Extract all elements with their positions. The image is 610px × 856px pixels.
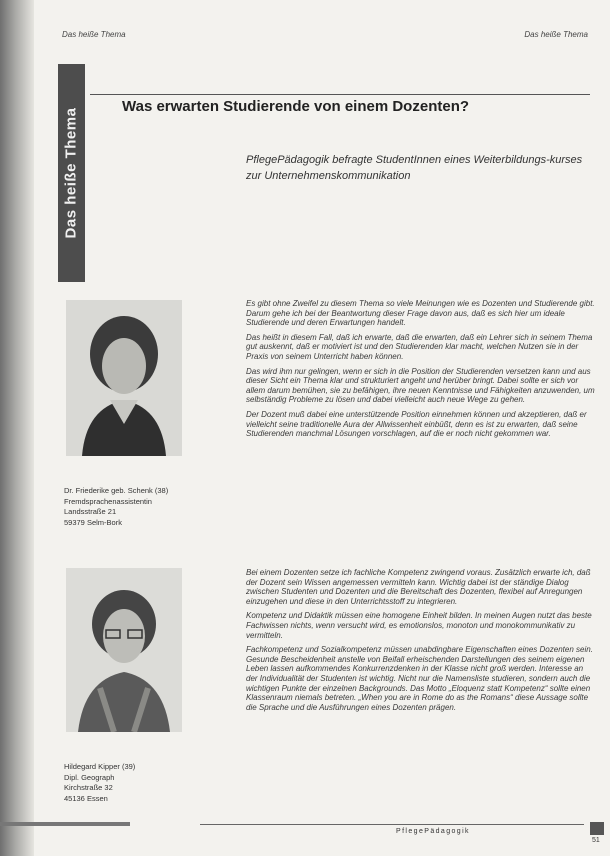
running-header-left: Das heiße Thema: [62, 30, 126, 39]
caption-2-line-name: Hildegard Kipper (39): [64, 762, 136, 771]
caption-1-line-street: Landsstraße 21: [64, 507, 117, 516]
portrait-photo-2: [66, 568, 182, 732]
portrait-2-illustration: [66, 568, 182, 732]
footer-marker: [590, 822, 604, 835]
statement-1-paragraph-3: Das wird ihm nur gelingen, wenn er sich in die Position der Studierenden versetzen kann und aus dieser Sicht ein Thema klar und strukturiert angeht und herüber bringt. Dabei sollte er sich vor allem darum bemühen, sie zu befähigen, ihre neuen Kenntnisse und Fähigkeiten anzuwenden, um selbständig Probleme zu lösen und dabei vielleicht auch neue Wege zu gehen.: [246, 366, 595, 405]
portrait-2-caption: [64, 762, 192, 804]
statement-2-paragraph-3: Fachkompetenz und Sozialkompetenz müssen unabdingbare Eigenschaften eines Dozenten sein. Gesunde Bescheidenheit anstelle von Beifall erheischenden Darstellungen des seinem eigenen Leben lassen aufkommendes Konkurrenzdenken in der Klasse nicht groß werden. Interesse an der Individualität der Studenten ist wichtig. Nicht nur die Namensliste studieren, sondern auch die wichtigen Punkte der einzelnen Backgrounds. Das Motto „Eloquenz statt Kompetenz“ sollte einen Klassenraum niemals betreten. „When you are in Rome do as the Romans“ diese Aussage sollte die Sprache und die Ausführungen eines Dozenten prägen.: [246, 645, 593, 712]
statement-2: [246, 568, 596, 717]
portrait-1-caption: [64, 486, 192, 528]
footer-brand: PflegePädagogik: [396, 828, 470, 835]
caption-1-line-role: Fremdsprachenassistentin: [64, 496, 152, 506]
statement-2-paragraph-2: Kompetenz und Didaktik müssen eine homogene Einheit bilden. In meinen Augen nutzt das beste Fachwissen nichts, wenn versucht wird, es emotionslos, monoton und monokommunikativ zu vermitteln.: [246, 611, 592, 640]
caption-1-line-name: Dr. Friederike geb. Schenk (38): [64, 486, 169, 495]
footer-left-bar: [0, 822, 130, 826]
headline-rule: [90, 94, 590, 95]
running-header-right: Das heiße Thema: [524, 30, 588, 39]
article-headline: Was erwarten Studierende von einem Dozenten?: [122, 98, 470, 115]
caption-2-line-role: Dipl. Geograph: [64, 772, 115, 782]
statement-1: [246, 299, 596, 444]
binding-shadow: [0, 0, 34, 856]
side-tab-label: Das heiße Thema: [62, 107, 80, 239]
section-side-tab: [58, 64, 85, 282]
caption-2-line-city: 45136 Essen: [64, 793, 108, 803]
statement-1-paragraph-2: Das heißt in diesem Fall, daß ich erwarte, daß die erwarten, daß ein Lehrer sich in seinem Thema gut auskennt, daß er motiviert ist und den Studierenden klar macht, welchen Nutzen sie in der Praxis von seinem Unterricht haben können.: [246, 332, 593, 361]
page-number: 51: [592, 837, 600, 844]
portrait-photo-1: [66, 300, 182, 456]
statement-2-paragraph-1: Bei einem Dozenten setze ich fachliche Kompetenz zwingend voraus. Zusätzlich erwarte ich, daß der Dozent sein Wissen angemessen vermitteln kann. Wichtig dabei ist der ständige Dialog zwischen Studenten und Dozenten und die Bereitschaft des Dozenten, flexibel auf Anregungen einzugehen und diese in den Unterrichtsstoff zu integrieren.: [246, 568, 591, 606]
statement-1-paragraph-4: Der Dozent muß dabei eine unterstützende Position einnehmen können und akzeptieren, daß er vielleicht seine traditionelle Aura der Allwissenheit einbüßt, denn es ist zu erwarten, daß seine Studierenden manchmal Lösungen vorschlagen, auf die er noch nicht gekommen war.: [246, 409, 587, 439]
caption-2-line-street: Kirchstraße 32: [64, 783, 113, 792]
caption-1-line-city: 59379 Selm-Bork: [64, 517, 122, 527]
portrait-1-illustration: [66, 300, 182, 456]
footer-rule: [200, 824, 584, 825]
article-subtitle: PflegePädagogik befragte StudentInnen eines Weiterbildungs-kurses zur Unternehmenskommunikation: [246, 154, 583, 182]
statement-1-paragraph-1: Es gibt ohne Zweifel zu diesem Thema so viele Meinungen wie es Dozenten und Studierende gibt. Darum gehe ich bei der Beantwortung dieser Frage davon aus, daß es sich hier um ideale Studierende und deren Erwartungen handelt.: [246, 299, 595, 328]
